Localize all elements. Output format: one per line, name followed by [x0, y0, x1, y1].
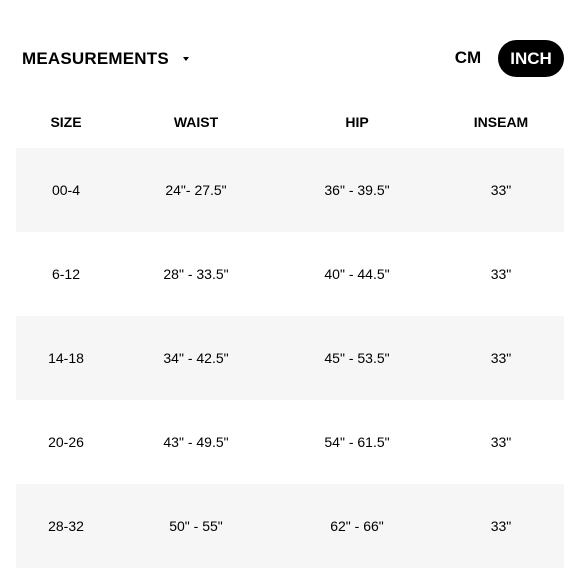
column-header-size: SIZE: [50, 114, 82, 130]
measurements-label: MEASUREMENTS: [22, 49, 169, 68]
inseam-cell: 33": [490, 266, 512, 282]
hip-cell: 62" - 66": [330, 518, 384, 534]
size-cell: 28-32: [48, 518, 84, 534]
column-header-inseam: INSEAM: [473, 114, 529, 130]
waist-cell: 28" - 33.5": [163, 266, 229, 282]
hip-cell: 40" - 44.5": [324, 266, 390, 282]
size-table: [16, 148, 564, 568]
size-cell: 6-12: [51, 266, 81, 282]
waist-cell: 50" - 55": [169, 518, 223, 534]
size-chart-header: [0, 0, 580, 118]
size-cell: 20-26: [48, 434, 84, 450]
caret-down-icon: [183, 57, 189, 61]
hip-cell: 45" - 53.5": [324, 350, 390, 366]
table-row: [16, 484, 564, 568]
waist-cell: 24"- 27.5": [165, 182, 227, 198]
column-header-hip: HIP: [345, 114, 369, 130]
waist-cell: 43" - 49.5": [163, 434, 229, 450]
table-row: [16, 148, 564, 232]
hip-cell: 36" - 39.5": [324, 182, 390, 198]
inseam-cell: 33": [490, 182, 512, 198]
size-cell: 14-18: [48, 350, 84, 366]
hip-cell: 54" - 61.5": [324, 434, 390, 450]
table-row: [16, 232, 564, 316]
size-cell: 00-4: [51, 182, 81, 198]
column-header-waist: WAIST: [173, 114, 219, 130]
unit-cm-button[interactable]: CM: [454, 48, 482, 67]
inseam-cell: 33": [490, 434, 512, 450]
measurements-dropdown[interactable]: [22, 46, 189, 72]
table-row: [16, 400, 564, 484]
table-row: [16, 316, 564, 400]
waist-cell: 34" - 42.5": [163, 350, 229, 366]
inseam-cell: 33": [490, 518, 512, 534]
unit-inch-button[interactable]: INCH: [498, 40, 564, 77]
inseam-cell: 33": [490, 350, 512, 366]
